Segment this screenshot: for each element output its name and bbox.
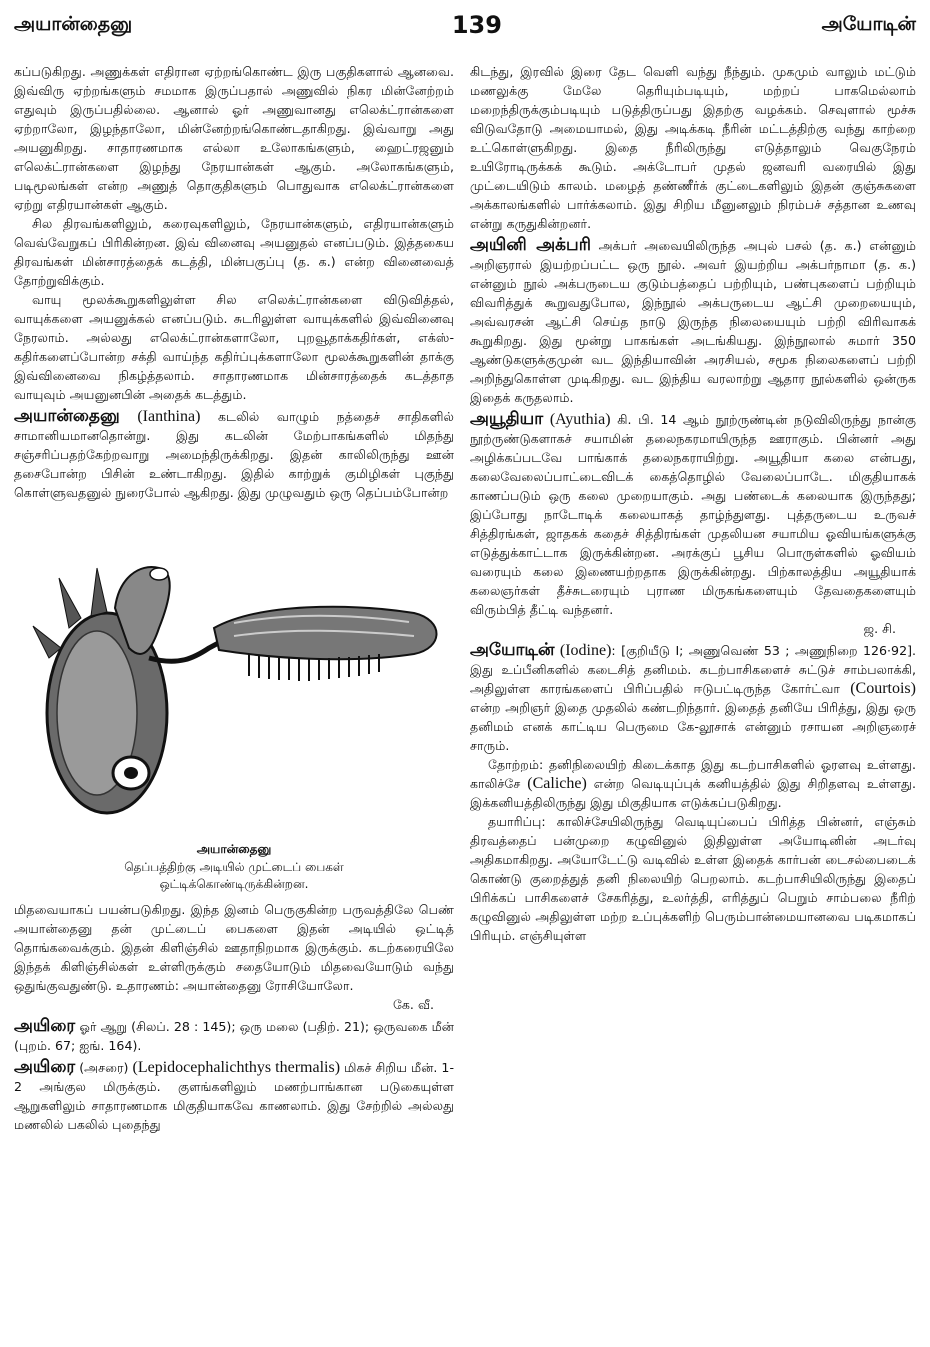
running-head-left: அயான்தைனு — [14, 12, 133, 35]
iodine-occurrence — [470, 755, 916, 812]
ianthina-figure — [14, 508, 454, 896]
right-column — [470, 62, 916, 1342]
entry-body: மிகச் சிறிய மீன். 1-2 அங்குல மிருக்கும். குளங்களிலும் மணற்பாங்கான படுகையுள்ள ஆறுகளிலும் சாதாரணமாக மிகுதியாகவே காணலாம். இது சேற்றில் அல்லது மணலில் பகலில் புதைந்து — [14, 1060, 454, 1132]
figure-caption-line-2: ஒட்டிக்கொண்டிருக்கின்றன. — [159, 877, 309, 891]
entry-headword: அயூதியா — [470, 409, 544, 429]
entry-body: அக்பர் அவையிலிருந்த அபுல் பசல் (த. க.) என்னும் அறிஞரால் இயற்றப்பட்ட ஒரு நூல். அவர் இயற்றிய அக்பர்நாமா (த. க.) என்னும் நூல் அக்பருடைய குடும்பத்தைப் பற்றியும், பண்புகளைப் பற்றியும் விவரித்துக் கூறுவதுபோல, இந்நூல் அக்பருடைய ஆட்சி முறையையும், அவ்வரசன் ஆட்சி செய்த நாடு இருந்த நிலையையும் பற்றி விரிவாகக் கூறுகிறது. இது மூன்று பாகங்கள் அடங்கியது. இந்நூலால் சுமார் 350 ஆண்டுகளுக்குமுன் வட இந்தியாவின் அரசியல், சமூக நிலைகளைப் பற்றி அறிந்துகொள்ள முடிகிறது. வட இந்திய வரலாற்று ஆதார நூல்களில் ஒன்ருக இதைக் கருதலாம். — [470, 238, 916, 405]
left-column — [14, 62, 454, 1342]
entry-headword: அயோடின் — [470, 640, 555, 660]
entry-body-cont: என்ற அறிஞர் இதை முதலில் கண்டறிந்தார். இதைத் தனியே பிரித்து, இது ஒரு தனிமம் எனக் காட்டிய பெருமை கே-லூசாக் என்னும் ரசாயன அறிஞரைச் சாரும். — [470, 700, 916, 753]
entry-iodine — [470, 641, 916, 755]
ianthina-continuation: மிதவையாகப் பயன்படுகிறது. இந்த இனம் பெருகுகின்ற பருவத்திலே பெண் அயான்தைனு தன் முட்டைப் பைகளை இதன் அடியில் ஒட்டித் தொங்கவைக்கும். இதன் கிளிஞ்சில் ஊதாநிறமாக இருக்கும். கடற்கரையிலே இந்தக் கிளிஞ்சில்கள் உள்ளிருக்கும் சதையோடும் மிதவையோடும் வந்து ஒதுங்குவதுண்டு. உதாரணம்: அயான்தைனு ரோசியோலோ. — [14, 902, 454, 993]
entry-body: கி. பி. 14 ஆம் நூற்ருண்டின் நடுவிலிருந்து நான்கு நூற்ருண்டுகளாகச் சயாமின் தலைநகரமாயிருந்த ஊராகும். பின்னர் அது அழிக்கப்படவே பாங்காக் தலைநகராயிற்று. அயூதியா கலை என்பது, கலைவேலைப்பாட்டைவிடக் கைத்தொழில் வேலைப்பாடே. மிகுதியாகக் காணப்படும் ஒரு கலை முறையாகும். அது பண்டைக் கலையாக இருந்தது; இப்போது நாடோடிக் கலையாகத் தாழ்ந்துளது. புத்தருடைய உருவச் சித்திரங்கள், ஜாதகக் கதைச் சித்திரங்கள் முதலியன சயாமிய ஓவியங்களுக்கு எடுத்துக்காட்டாக இருக்கின்றன. அரக்குப் பூசிய பொருள்களில் ஓவியம் வரையும் கலை இணையற்றதாக இருக்கின்றது. பிற்காலத்திய அயூதியாக் கலைஞர்கள் தீச்சுடரையும் புராண மிருகங்களையும் தேவதைகளையும் விரும்பித் தீட்டி வந்தனர். — [470, 412, 916, 617]
ianthina-illustration — [19, 508, 449, 838]
ionization-paragraph-3: வாயு மூலக்கூறுகளிலுள்ள சில எலெக்ட்ரான்களை விடுவித்தல், வாயுக்களை அயனுக்கல் எனப்படும். சுடரிலுள்ள வாயுக்களில் இவ்வினைவு நேரலாம். அல்லது எலெக்ட்ரான்களாலோ, புறவூதாக்கதிர்கள், எக்ஸ்-கதிர்களைப்போன்ற சக்தி வாய்ந்த கதிர்ப்புக்களாலோ மூலக்கூறுகளின் தாக்கு இவ்வினைவை நிகழ்த்தலாம். சாதாரணமாக மின்சாரத்தைக் கடத்தாத வாயுவும் அயனுனபின் அதைக் கடத்தும். — [14, 292, 454, 402]
mineral-latin-name: (Caliche) — [527, 775, 587, 792]
occurrence-text: தோற்றம்: தனிநிலையிற் கிடைக்காத இது கடற்பாசிகளில் ஓரளவு உள்ளது. காலிச்சே — [470, 757, 916, 791]
entry-latin-name: (Iodine) — [559, 642, 612, 659]
entry-body: கடலில் வாழும் நத்தைச் சாதிகளில் சாமானியமானதொன்று. இது கடலின் மேற்பாகங்களில் மிதந்து சஞ்சரிப்பதற்கேற்றவாறு அமைந்திருக்கிறது. இதன் காலிலிருந்து ஊன் தசைபோன்ற பிசின் உண்டாகிறது. இதில் காற்றுக் குமிழிகள் புகுந்து கொள்ளுவதனுல் நுரைபோல் ஆகிறது. இது முழுவதும் ஒரு தெப்பம்போன்ற — [14, 409, 454, 500]
iodine-preparation: தயாரிப்பு: காலிச்சேயிலிருந்து வெடியுப்பைப் பிரித்த பின்னர், எஞ்சும் திரவத்தைப் பன்முறை கழுவினுல் இதிலுள்ள அயோடினின் அடர்வு அதிகமாகிறது. அயோடேட்டு வடிவில் உள்ள இதைக் கார்பன் டைசல்பைடைக் கொண்டு குறைத்துத் தனி நிலையிற் பெறலாம். கடற்பாசியிலிருந்து இதைப் பிரிக்கப் பாசிகளைச் சேகரித்து, உலர்த்தி, எரித்துப் பெறும் சாம்பலை நீரிற் கழுவினுல் அதிலுள்ள மற்ற உப்புக்களிற் பெரும்பான்மையானவை படிகமாகப் பிரியும். எஞ்சியுள்ள — [470, 814, 916, 943]
entry-latin-name: (Ianthina) — [137, 408, 201, 425]
page-header — [14, 8, 916, 42]
entry-latin-name: (Lepidocephalichthys thermalis) — [132, 1059, 341, 1076]
occurrence-text-cont: என்ற வெடியுப்புக் கனியத்தில் இது சிறிதளவு உள்ளது. இக்கனியத்திலிருந்து இது மிகுதியாக எடுக்கப்படுகிறது. — [470, 776, 916, 810]
page-number: 139 — [451, 11, 502, 39]
ionization-paragraph-1: கப்படுகிறது. அணுக்கள் எதிரான ஏற்றங்கொண்ட இரு பகுதிகளால் ஆனவை. இவ்விரு ஏற்றங்களும் சமமாக இருப்பதால் அணுவில் நிகர மின்னேற்றம் எதுவும் இருப்பதில்லை. ஆனால் ஓர் அணுவானது எலெக்ட்ரான்களை ஏற்றாலோ, இழந்தாலோ, மின்னேற்றங்கொண்டதாகிறது. இவ்வாறு அது அயனுகிறது. சாதாரணமாக எல்லா உலோகங்களும், ஹைட்ரஜனும் எலெக்ட்ரான்களை இழந்து நேரயான்கள் ஆகும். அலோகங்களும், படிமூலங்கள் என்ற அணுத் தொகுதிகளும் பொதுவாக எலெக்ட்ரான்களை ஏற்று எதிரயான்கள் ஆகும். — [14, 64, 454, 212]
entry-latin-name: (Ayuthia) — [549, 411, 611, 428]
entry-ayirai-2 — [14, 1058, 454, 1134]
author-signature: ஜ. சி. — [863, 621, 896, 636]
entry-headword: அயான்தைனு — [14, 406, 120, 426]
ayirai-continuation: கிடந்து, இரவில் இரை தேட வெளி வந்து நீந்தும். முகமும் வாலும் மட்டும் மணலுக்கு மேலே தெரியும்படியும், மற்றப் பாகமெல்லாம் மறைந்திருக்கும்படியும் படுத்திருப்பது இதற்கு வழக்கம். செவுளால் மூச்சு விடுவதோடு அமையாமல், இது அடிக்கடி நீரின் மட்டத்திற்கு வந்து காற்றை உட்கொள்ளுகிறது. இதை நீரிலிருந்து எடுத்தாலும் வெகுநேரம் உயிரோடிருக்கக் கூடும். அக்டோபர் முதல் ஜனவரி வரையில் இது முட்டையிடும் காலம். மழைத் தண்ணீர்க் குட்டைகளிலும் இதன் குஞ்சுகளை அக்காலங்களில் பார்க்கலாம். இது சிறிய மீனுனலும் நிரம்பச் சத்தான உணவு என்று கருதுகின்றனர். — [470, 64, 916, 231]
figure-caption-line-1: தெப்பத்திற்கு அடியில் முட்டைப் பைகள் — [124, 860, 344, 874]
entry-body: : [குறியீடு I; அணுவெண் 53 ; அணுநிறை 126·92]. இது உப்பீனிகளில் கடைசித் தனிமம். கடற்பாசிகளைச் சுட்டுச் சாம்பலாக்கி, அதிலுள்ள காரங்களைப் பிரிப்பதில் ஈடுபட்டிருந்த கோர்ட்வா — [470, 643, 916, 696]
person-latin-name: (Courtois) — [850, 680, 916, 697]
entry-body: ஓர் ஆறு (சிலப். 28 : 145); ஒரு மலை (பதிற். 21); ஒருவகை மீன் (புறம். 67; ஐங். 164). — [14, 1019, 454, 1053]
running-head-right: அயோடின் — [821, 12, 916, 35]
entry-headword: அயிரை — [14, 1016, 76, 1036]
entry-headword: அயினி அக்பரி — [470, 235, 591, 255]
entry-ianthina — [14, 407, 454, 502]
figure-title: அயான்தைனு — [196, 842, 272, 856]
author-signature: கே. வீ. — [392, 997, 434, 1012]
entry-ayirai-1 — [14, 1017, 454, 1055]
ionization-paragraph-2: சில திரவங்களிலும், கரைவுகளிலும், நேரயான்களும், எதிரயான்களும் வெவ்வேறுகப் பிரிகின்றன. இவ் வினைவு அயனுதல் எனப்படும். இத்தகைய திரவங்கள் மின்சாரத்தைக் கடத்தி, மின்பகுப்பு (த. க.) என்ற வினைவைத் தோற்றுவிக்கும். — [14, 216, 454, 288]
entry-ain-i-akbari — [470, 236, 916, 407]
entry-headword: அயிரை — [14, 1057, 76, 1077]
entry-ayuthia — [470, 410, 916, 619]
entry-alt-name: (அசரை) — [79, 1060, 129, 1075]
